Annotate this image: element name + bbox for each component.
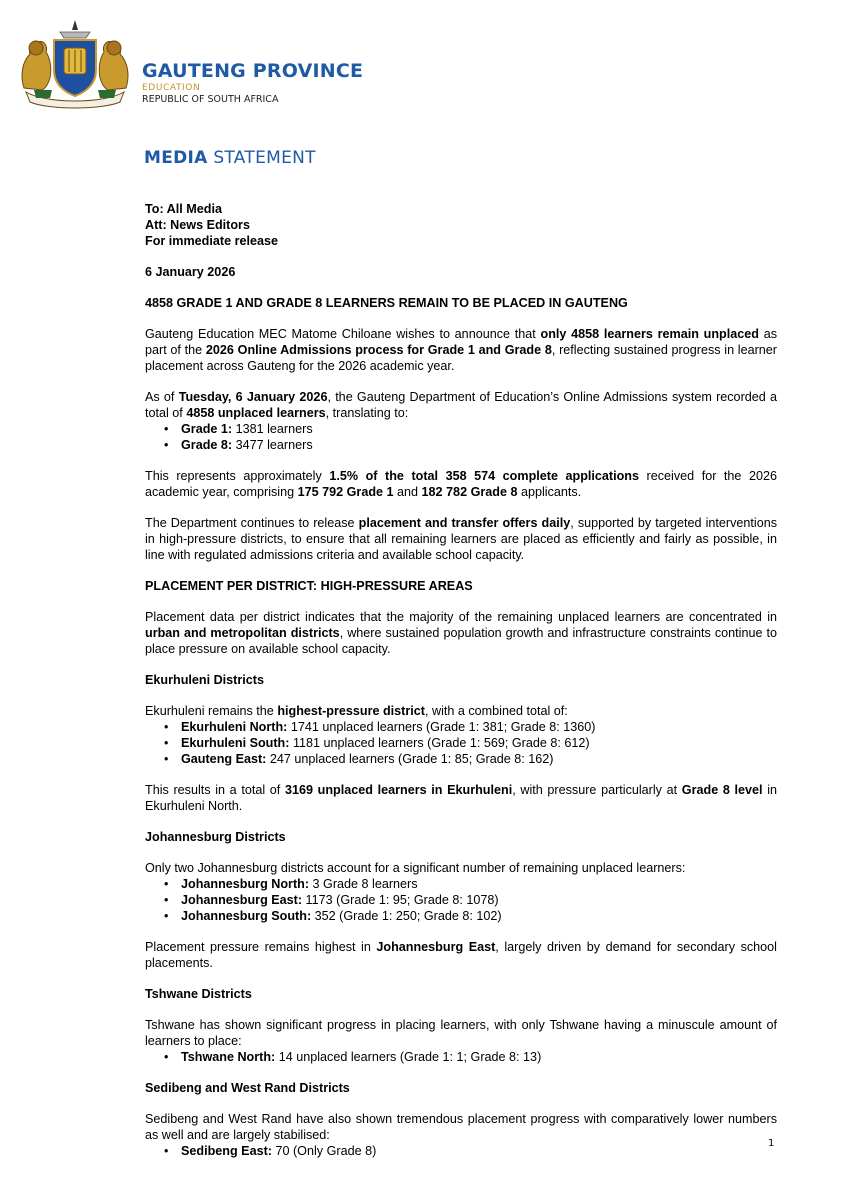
- list-item: • Johannesburg East: 1173 (Grade 1: 95; Grade 8: 1078): [145, 892, 777, 908]
- list-item: • Ekurhuleni North: 1741 unplaced learners (Grade 1: 381; Grade 8: 1360): [145, 719, 777, 735]
- johannesburg-intro: Only two Johannesburg districts account for a significant number of remaining unplaced learners:: [145, 861, 686, 875]
- list-item: • Tshwane North: 14 unplaced learners (Grade 1: 1; Grade 8: 13): [145, 1049, 777, 1065]
- ekurhuleni-intro: Ekurhuleni remains the highest-pressure district, with a combined total of:: [145, 704, 568, 718]
- tshwane-heading: Tshwane Districts: [145, 987, 252, 1001]
- page-number: 1: [768, 1138, 775, 1149]
- list-item: • Johannesburg North: 3 Grade 8 learners: [145, 876, 777, 892]
- sedibeng-list: [145, 1143, 777, 1159]
- list-item: • Ekurhuleni South: 1181 unplaced learners (Grade 1: 569; Grade 8: 612): [145, 735, 777, 751]
- media-title-bold: MEDIA: [144, 148, 208, 168]
- paragraph-percentage: This represents approximately 1.5% of the total 358 574 complete applications received for the 2026 academic year, comprising 175 792 Grade 1 and 182 782 Grade 8 applicants.: [145, 469, 777, 499]
- sedibeng-heading: Sedibeng and West Rand Districts: [145, 1081, 350, 1095]
- headline: 4858 GRADE 1 AND GRADE 8 LEARNERS REMAIN TO BE PLACED IN GAUTENG: [145, 296, 628, 310]
- org-name: GAUTENG PROVINCE: [142, 60, 364, 82]
- tshwane-intro: Tshwane has shown significant progress in placing learners, with only Tshwane having a minuscule amount of learners to place:: [145, 1018, 777, 1048]
- media-statement-title: [144, 148, 316, 168]
- organisation-block: [142, 60, 363, 106]
- list-item: • Sedibeng East: 70 (Only Grade 8): [145, 1143, 777, 1159]
- paragraph-status: As of Tuesday, 6 January 2026, the Gauteng Department of Education’s Online Admissions system recorded a total of 4858 unplaced learners, translating to:: [145, 390, 778, 420]
- johannesburg-heading: Johannesburg Districts: [145, 830, 286, 844]
- ekurhuleni-heading: Ekurhuleni Districts: [145, 673, 264, 687]
- grade-list: [145, 421, 777, 453]
- ekurhuleni-list: [145, 719, 777, 767]
- list-item: • Grade 8: 3477 learners: [145, 437, 777, 453]
- list-item: • Johannesburg South: 352 (Grade 1: 250; Grade 8: 102): [145, 908, 777, 924]
- att-line: Att: News Editors: [145, 218, 250, 232]
- sedibeng-intro: Sedibeng and West Rand have also shown tremendous placement progress with comparatively lower numbers as well and are largely stabilised:: [145, 1112, 777, 1142]
- tshwane-list: [145, 1049, 777, 1065]
- media-title-rest: STATEMENT: [207, 148, 316, 168]
- johannesburg-summary: Placement pressure remains highest in Johannesburg East, largely driven by demand for secondary school placements.: [145, 940, 777, 970]
- statement-body: [145, 201, 777, 1159]
- list-item: • Grade 1: 1381 learners: [145, 421, 777, 437]
- ekurhuleni-summary: This results in a total of 3169 unplaced learners in Ekurhuleni, with pressure particularly at Grade 8 level in Ekurhuleni North.: [145, 783, 777, 813]
- org-country: REPUBLIC OF SOUTH AFRICA: [142, 94, 279, 105]
- coat-of-arms-logo: [16, 18, 134, 110]
- johannesburg-list: [145, 876, 777, 924]
- list-item: • Gauteng East: 247 unplaced learners (Grade 1: 85; Grade 8: 162): [145, 751, 777, 767]
- date-line: 6 January 2026: [145, 265, 236, 279]
- paragraph-offers: The Department continues to release placement and transfer offers daily, supported by targeted interventions in high-pressure districts, to ensure that all remaining learners are placed as efficiently and fairly as possible, in line with regulated admissions criteria and available school capacity.: [145, 516, 777, 562]
- org-department: EDUCATION: [142, 83, 201, 93]
- release-line: For immediate release: [145, 234, 278, 248]
- section-heading: PLACEMENT PER DISTRICT: HIGH-PRESSURE AREAS: [145, 579, 473, 593]
- paragraph-intro: Gauteng Education MEC Matome Chiloane wishes to announce that only 4858 learners remain unplaced as part of the 2026 Online Admissions process for Grade 1 and Grade 8, reflecting sustained progress in learner placement across Gauteng for the 2026 academic year.: [145, 327, 778, 373]
- paragraph-districts: Placement data per district indicates that the majority of the remaining unplaced learners are concentrated in urban and metropolitan districts, where sustained population growth and infrastructure constraints continue to place pressure on available school capacity.: [145, 610, 778, 656]
- to-line: To: All Media: [145, 202, 222, 216]
